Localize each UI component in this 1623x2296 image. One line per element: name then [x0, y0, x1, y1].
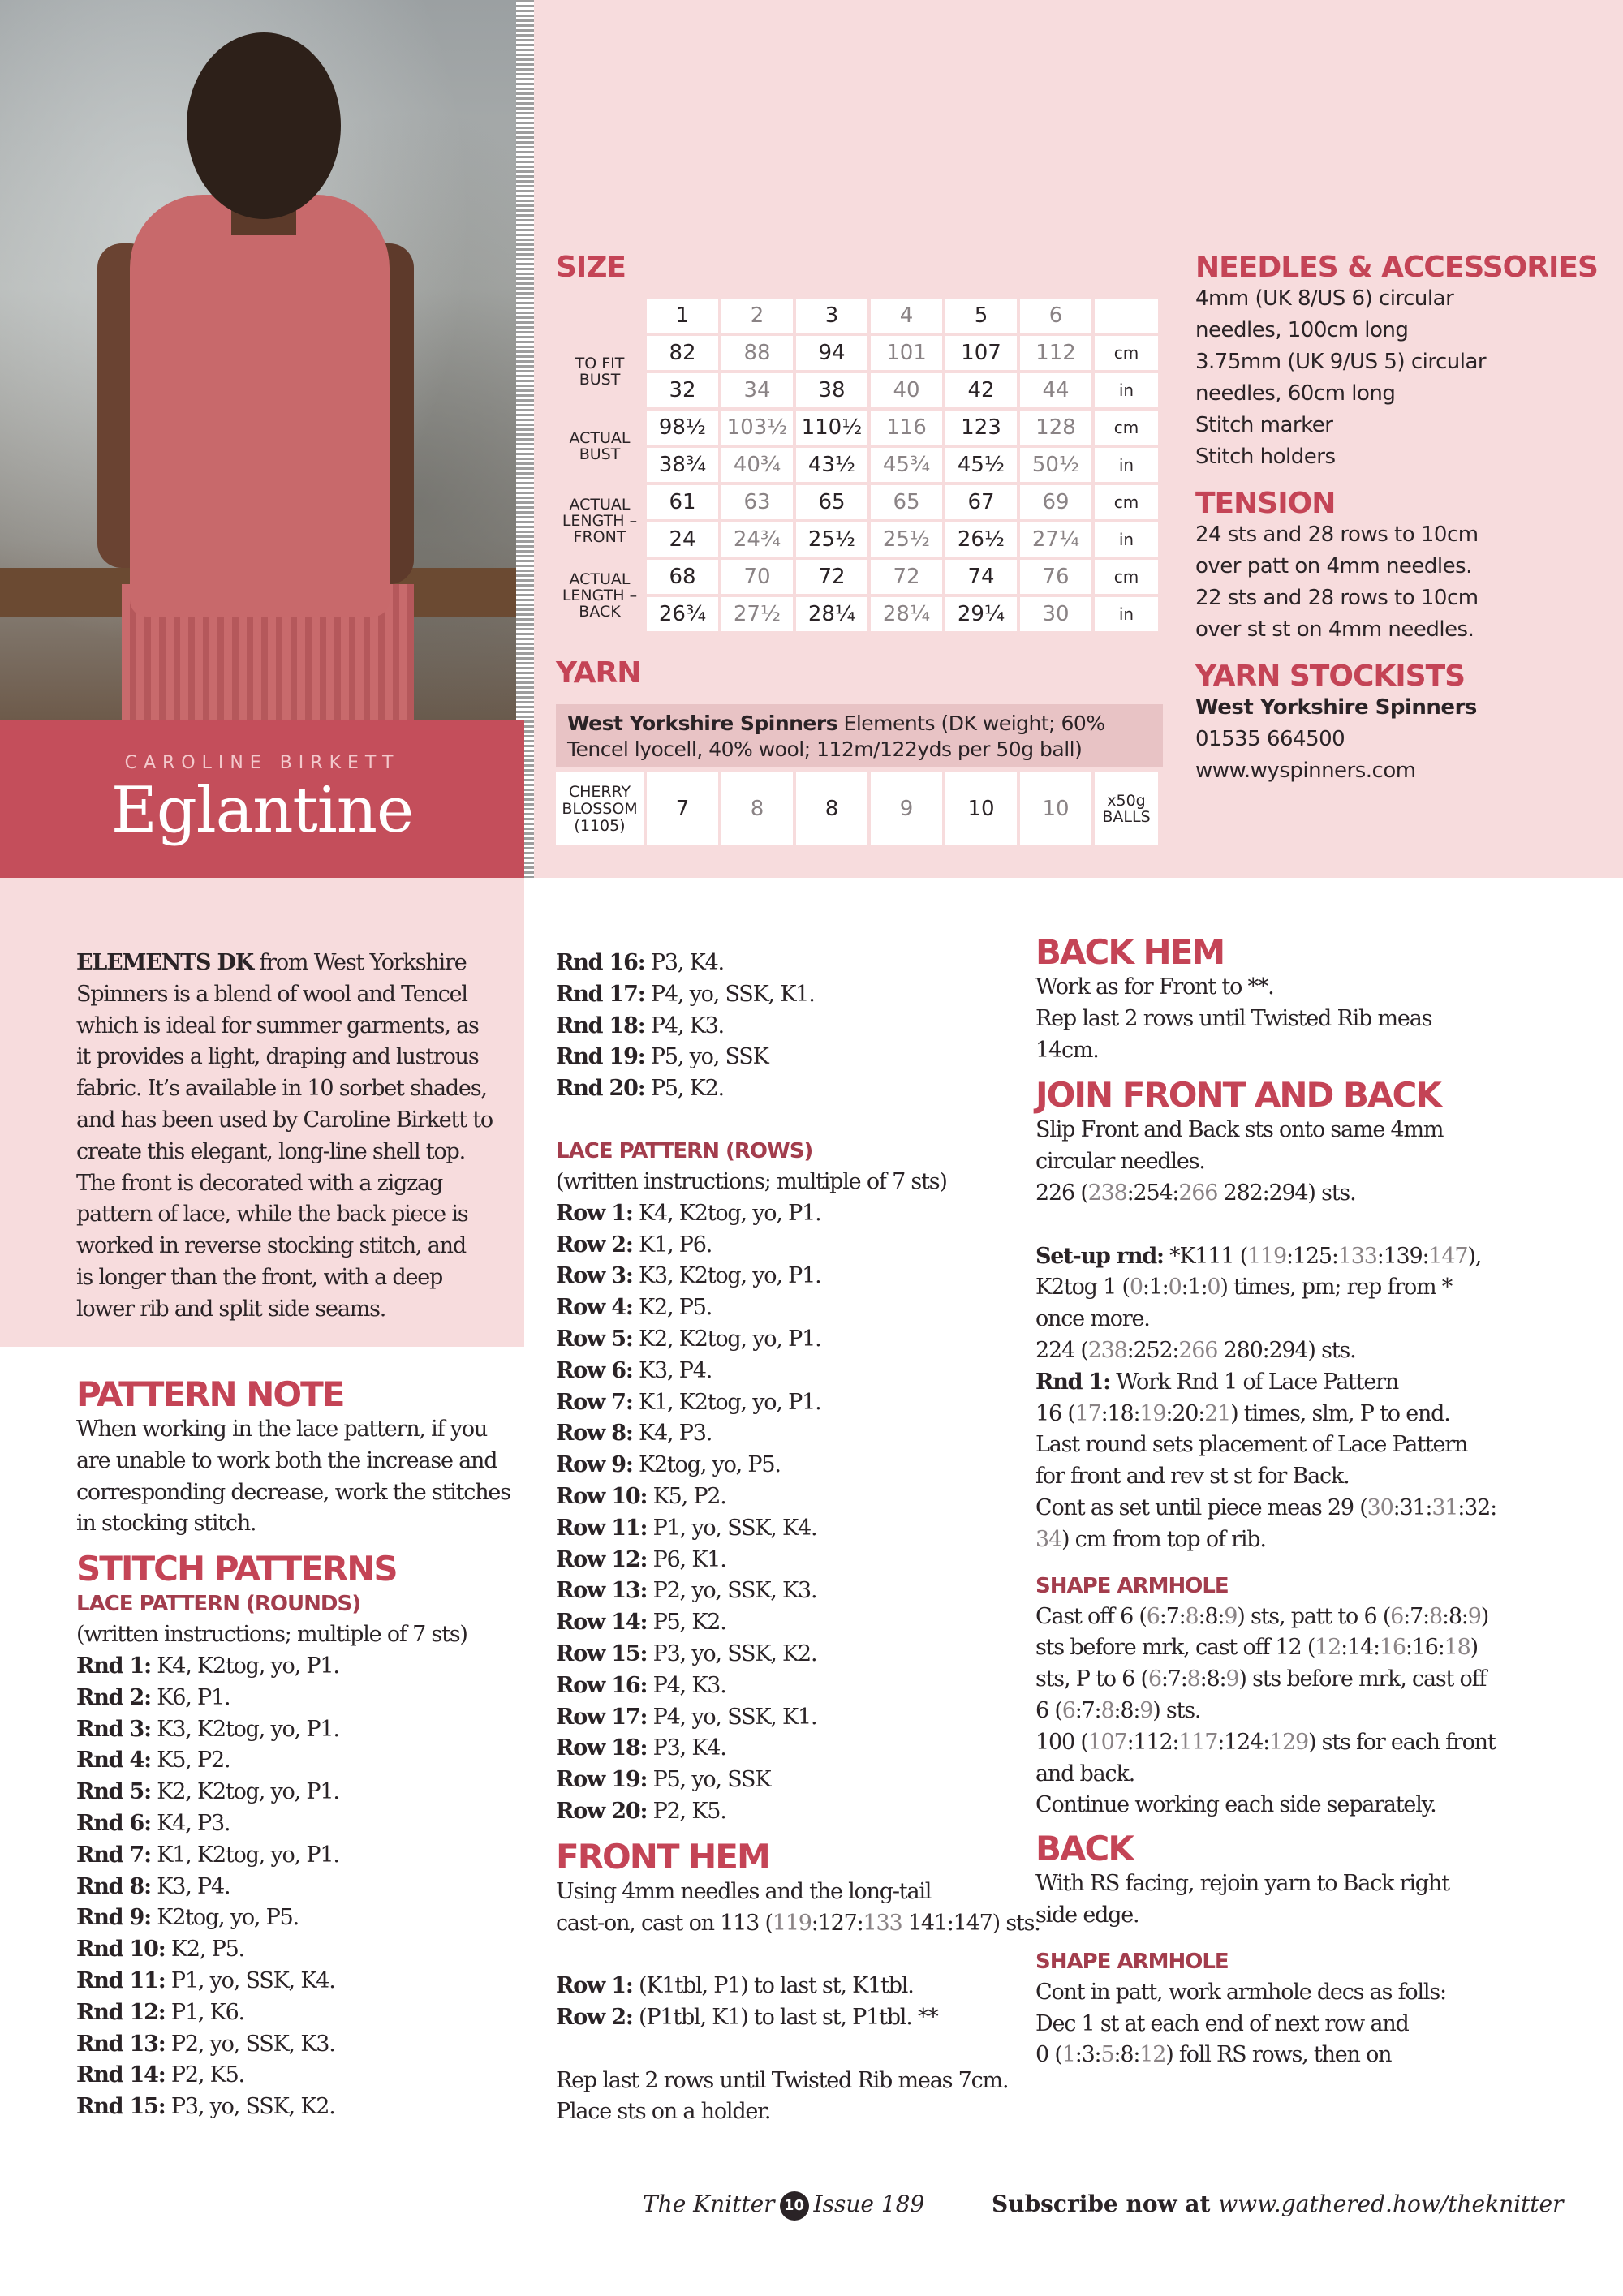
needles-line: 4mm (UK 8/US 6) circular: [1195, 286, 1454, 311]
needles-line: 3.75mm (UK 9/US 5) circular: [1195, 350, 1487, 374]
size-number: 3: [796, 299, 867, 333]
yarn-quantity: 10: [1020, 772, 1091, 845]
size-heading: SIZE: [556, 251, 626, 284]
needles-line: needles, 60cm long: [1195, 381, 1396, 406]
yarn-quantity: 9: [871, 772, 942, 845]
front-hem-heading: FRONT HEM: [556, 1836, 769, 1877]
title-band: [0, 720, 524, 878]
column-1: PATTERN NOTE When working in the lace pattern, if you are unable to work both the increase and corresponding decrease, work the stitches in stocking stitch. STITCH PATTERNS LACE PATTERN (ROUNDS) (written instructions; multiple of 7 sts) Rnd 1: K4, K2tog, yo, P1. Rnd 2: K6, P1. Rnd 3: K3, K2tog, yo, P1. Rnd 4: K5, P2. Rnd 5: K2, K2tog, yo, P1. Rnd 6: K4, P3. Rnd 7: K1, K2tog, yo, P1. Rnd 8: K3, P4. Rnd 9: K2tog, yo, P5. Rnd 10: K2, P5. Rnd 11: P1, yo, SSK, K4. Rnd 12: P1, K6. Rnd 13: P2, yo, SSK, K3. Rnd 14: P2, K5. Rnd 15: P3, yo, SSK, K2.: [76, 1375, 531, 2123]
size-number: 2: [721, 299, 793, 333]
yarn-heading: YARN: [556, 656, 641, 690]
magazine-name: The Knitter: [643, 2191, 775, 2217]
size-row-actual-bust-cm: ACTUAL BUST 98½ 103½ 110½ 116 123 128 cm: [556, 411, 1158, 445]
shape-armhole-heading: SHAPE ARMHOLE: [1035, 1949, 1229, 1974]
size-table: [553, 295, 1161, 634]
tension-heading: TENSION: [1195, 487, 1336, 520]
tension-line: 24 sts and 28 rows to 10cm: [1195, 522, 1479, 547]
size-number: 5: [945, 299, 1017, 333]
size-row-header: [556, 299, 1158, 333]
size-row-actual-bust-in: 38¾ 40¾ 43½ 45¾ 45½ 50½ in: [556, 448, 1158, 482]
size-number: 6: [1020, 299, 1091, 333]
size-row-bust-in: 32 34 38 40 42 44 in: [556, 373, 1158, 407]
size-row-bust-cm: TO FIT BUST 82 88 94 101 107 112 cm: [556, 336, 1158, 370]
yarn-quantity: 8: [721, 772, 793, 845]
needles-heading: NEEDLES & ACCESSORIES: [1195, 251, 1598, 284]
stockists-heading: YARN STOCKISTS: [1195, 660, 1466, 693]
row-label: ACTUAL BUST: [556, 411, 644, 482]
size-number: 4: [871, 299, 942, 333]
yarn-unit: x50g BALLS: [1095, 772, 1158, 845]
size-row-length-back-cm: ACTUAL LENGTH – BACK 68 70 72 72 74 76 cm: [556, 560, 1158, 594]
page-number: 10: [780, 2191, 809, 2221]
lace-rows-heading: LACE PATTERN (ROWS): [556, 1138, 813, 1163]
model-photo: [0, 0, 524, 720]
size-row-length-front-in: 24 24¾ 25½ 25½ 26½ 27¼ in: [556, 522, 1158, 557]
pattern-title: Eglantine: [110, 774, 414, 847]
back-heading: BACK: [1035, 1829, 1133, 1869]
size-row-length-front-cm: ACTUAL LENGTH – FRONT 61 63 65 65 67 69 cm: [556, 485, 1158, 519]
row-label: ACTUAL LENGTH – BACK: [556, 560, 644, 631]
lace-rounds-heading: LACE PATTERN (ROUNDS): [76, 1592, 361, 1617]
intro-bold: ELEMENTS DK: [76, 950, 253, 975]
yarn-quantity: 10: [945, 772, 1017, 845]
yarn-quantity: 7: [647, 772, 718, 845]
needles-line: Stitch holders: [1195, 445, 1336, 469]
tension-line: over st st on 4mm needles.: [1195, 617, 1474, 642]
shape-armhole-heading: SHAPE ARMHOLE: [1035, 1573, 1229, 1598]
stockist-website[interactable]: www.wyspinners.com: [1195, 759, 1416, 783]
needles-line: needles, 100cm long: [1195, 318, 1409, 342]
join-heading: JOIN FRONT AND BACK: [1035, 1075, 1440, 1116]
folio: [643, 2191, 924, 2221]
footer: [0, 2191, 1623, 2228]
column-3: BACK HEM Work as for Front to **. Rep last 2 rows until Twisted Rib meas 14cm. JOIN FRONT AND BACK Slip Front and Back sts onto same 4mm circular needles. 226 (238:254:266 282:294) sts. Set-up rnd: *K111 (119:125:133:139:147), K2tog 1 (0:1:0:1:0) times, pm; rep from * once more. 224 (238:252:266 280:294) sts. Rnd 1: Work Rnd 1 of Lace Pattern 16 (17:18:19:20:21) times, slm, P to end. Last round sets placement of Lace Pattern for front and rev st st for Back. Cont as set until piece meas 29 (30:31:31:32: 34) cm from top of rib. SHAPE ARMHOLE Cast off 6 (6:7:8:8:9) sts, patt to 6 (6:7:8:8:9) sts before mrk, cast off 12 (12:14:16:16:18) sts, P to 6 (6:7:8:8:9) sts before mrk, cast off 6 (6:7:8:8:9) sts. 100 (107:112:117:124:129) sts for each front and back. Continue working each side separately. BACK With RS facing, rejoin yarn to Back right side edge. SHAPE ARMHOLE Cont in patt, work armhole decs as folls: Dec 1 st at each end of next row and 0 (1:3:5:8:12) foll RS rows, then on: [1035, 933, 1506, 2071]
designer-name: CAROLINE BIRKETT: [124, 753, 400, 773]
stitch-patterns-heading: STITCH PATTERNS: [76, 1549, 397, 1589]
stockist-name: West Yorkshire Spinners: [1195, 695, 1477, 720]
tension-line: over patt on 4mm needles.: [1195, 554, 1472, 578]
yarn-quantity-row: [556, 772, 1158, 845]
row-label: TO FIT BUST: [556, 336, 644, 407]
sidebar: [1195, 252, 1601, 787]
issue-number: Issue 189: [813, 2191, 925, 2217]
tension-line: 22 sts and 28 rows to 10cm: [1195, 586, 1479, 610]
subscribe-line: Subscribe now at www.gathered.how/theknitter: [992, 2191, 1564, 2217]
yarn-quantity: 8: [796, 772, 867, 845]
intro-text: ELEMENTS DK from West Yorkshire Spinners is a blend of wool and Tencel which is ideal for summer garments, as it provides a light, draping and lustrous fabric. It’s available in 10 sorbet shades, and has been used by Caroline Birkett to create this elegant, long-line shell top. The front is decorated with a zigzag pattern of lace, while the back piece is worked in reverse stocking stitch, and is longer than the front, with a deep lower rib and split side seams.: [76, 950, 493, 1322]
stockist-phone: 01535 664500: [1195, 727, 1345, 751]
yarn-description: [556, 704, 1163, 767]
yarn-detail: Elements (DK weight; 60% Tencel lyocell, 40% wool; 112m/122yds per 50g ball): [567, 712, 1105, 761]
row-label: ACTUAL LENGTH – FRONT: [556, 485, 644, 557]
back-hem-heading: BACK HEM: [1035, 932, 1225, 972]
size-row-length-back-in: 26¾ 27½ 28¼ 28¼ 29¼ 30 in: [556, 597, 1158, 631]
needles-line: Stitch marker: [1195, 413, 1333, 437]
column-2: Rnd 16: P3, K4. Rnd 17: P4, yo, SSK, K1. Rnd 18: P4, K3. Rnd 19: P5, yo, SSK Rnd 20: P5, K2. LACE PATTERN (ROWS) (written instructions; multiple of 7 sts) Row 1: K4, K2tog, yo, P1. Row 2: K1, P6. Row 3: K3, K2tog, yo, P1. Row 4: K2, P5. Row 5: K2, K2tog, yo, P1. Row 6: K3, P4. Row 7: K1, K2tog, yo, P1. Row 8: K4, P3. Row 9: K2tog, yo, P5. Row 10: K5, P2. Row 11: P1, yo, SSK, K4. Row 12: P6, K1. Row 13: P2, yo, SSK, K3. Row 14: P5, K2. Row 15: P3, yo, SSK, K2. Row 16: P4, K3. Row 17: P4, yo, SSK, K1. Row 18: P3, K4. Row 19: P5, yo, SSK Row 20: P2, K5. FRONT HEM Using 4mm needles and the long-tail cast-on, cast on 113 (119:127:133 141:147) sts. Row 1: (K1tbl, P1) to last st, K1tbl. Row 2: (P1tbl, K1) to last st, P1tbl. ** Rep last 2 rows until Twisted Rib meas 7cm. Place sts on a holder.: [556, 950, 1040, 2125]
pattern-note-heading: PATTERN NOTE: [76, 1374, 344, 1414]
yarn-shade: CHERRY BLOSSOM (1105): [556, 772, 644, 845]
size-number: 1: [647, 299, 718, 333]
yarn-brand: West Yorkshire Spinners: [567, 712, 838, 735]
subscribe-link[interactable]: www.gathered.how/theknitter: [1218, 2191, 1564, 2217]
